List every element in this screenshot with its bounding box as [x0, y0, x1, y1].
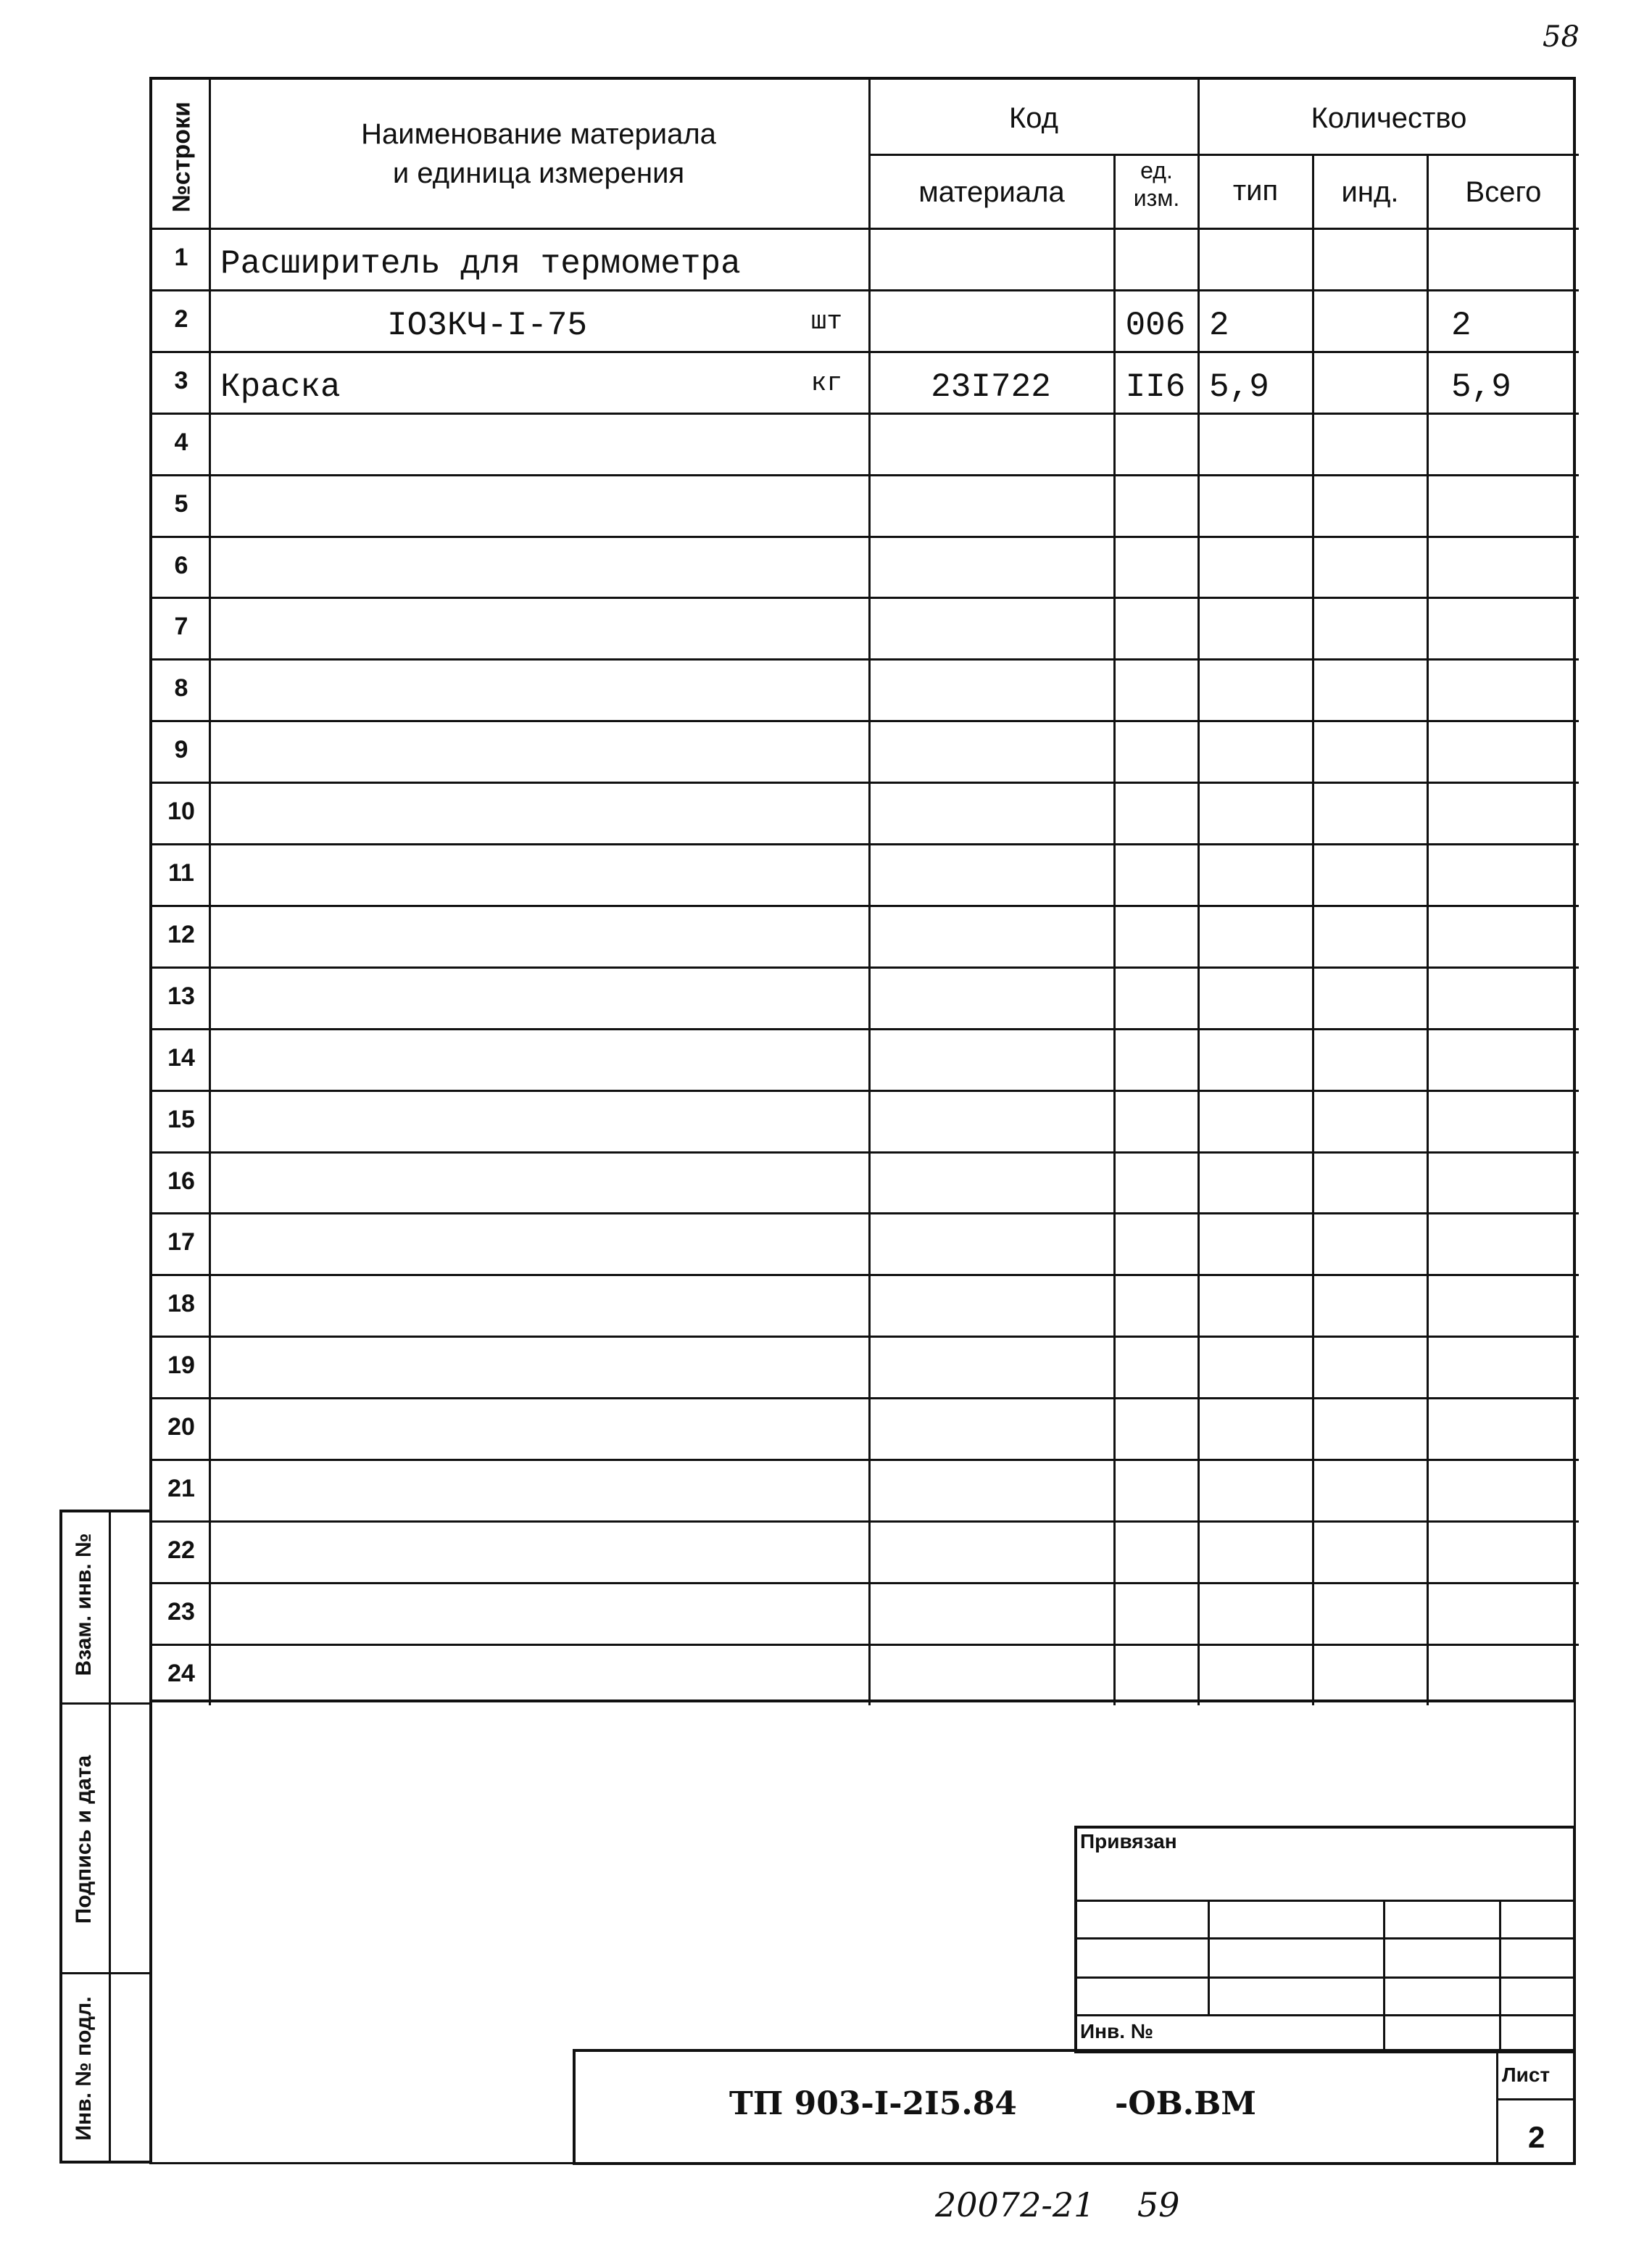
title-block [573, 2049, 1576, 2165]
podpis-data-label: Подпись и дата [72, 1755, 96, 1924]
materials-table [149, 77, 1576, 1702]
row-number: 4 [174, 429, 188, 456]
row-number: 16 [167, 1167, 195, 1195]
row-number: 1 [174, 244, 188, 271]
row-number: 3 [174, 367, 188, 394]
name-header [210, 115, 867, 193]
cell-total: 2 [1451, 307, 1472, 344]
unit-header-line2: изм. [1133, 185, 1180, 212]
document-suffix: -ОВ.ВМ [1115, 2085, 1256, 2122]
cell-uc: II6 [1125, 368, 1186, 406]
row-number: 9 [174, 736, 188, 763]
row-number: 6 [174, 552, 188, 579]
quantity-header: Количество [1311, 102, 1467, 134]
unit-header-line1: ед. [1140, 157, 1173, 183]
row-number: 11 [168, 859, 194, 887]
row-number: 2 [174, 305, 188, 333]
cell-code: 23I722 [931, 368, 1051, 406]
sheet-label: Лист [1502, 2063, 1551, 2086]
cell-name: Краска [220, 368, 341, 406]
row-number: 12 [167, 921, 195, 948]
cell-type: 5,9 [1209, 368, 1269, 406]
privyazan-label: Привязан [1080, 1830, 1177, 1852]
row-number: 21 [167, 1475, 195, 1502]
cell-unit: шт [810, 307, 842, 336]
vzam-inv-label: Взам. инв. № [72, 1533, 96, 1676]
row-number: 24 [167, 1660, 195, 1687]
row-number: 7 [174, 613, 188, 640]
ind-header: инд. [1341, 176, 1399, 208]
total-header: Всего [1465, 176, 1542, 208]
sheet-number: 2 [1528, 2120, 1545, 2154]
name-header-line2: и единица измерения [392, 157, 685, 189]
cell-total: 5,9 [1451, 368, 1511, 406]
code-header: Код [1008, 102, 1058, 134]
row-number: 23 [167, 1598, 195, 1626]
row-number: 8 [174, 674, 188, 702]
name-header-line1: Наименование материала [361, 118, 716, 150]
row-number: 17 [167, 1228, 195, 1256]
type-header: тип [1232, 175, 1279, 207]
row-number: 19 [167, 1351, 195, 1379]
document-code: ТП 903-I-2I5.84 [729, 2085, 1017, 2122]
row-number: 22 [167, 1536, 195, 1564]
unit-header [1116, 157, 1198, 212]
cell-name: Расширитель для термометра [220, 245, 741, 283]
row-number: 20 [167, 1413, 195, 1441]
row-number: 5 [174, 490, 188, 518]
material-code-header: материала [918, 176, 1065, 208]
page-number: 58 [1543, 20, 1580, 54]
row-number: 14 [167, 1044, 195, 1072]
row-number: 10 [167, 798, 195, 825]
row-number: 15 [167, 1106, 195, 1133]
inv-no-label: Инв. № [1080, 2020, 1154, 2042]
cell-name: IO3КЧ-I-75 [387, 307, 588, 344]
cell-uc: 006 [1125, 307, 1186, 344]
row-number: 18 [167, 1290, 195, 1317]
row-number-header: №строки [167, 102, 196, 212]
inv-podl-label: Инв. № подл. [72, 1996, 96, 2141]
cell-unit: кг [810, 368, 842, 398]
bottom-note: 20072-21 59 [935, 2185, 1180, 2224]
cell-type: 2 [1209, 307, 1229, 344]
row-number: 13 [167, 982, 195, 1010]
